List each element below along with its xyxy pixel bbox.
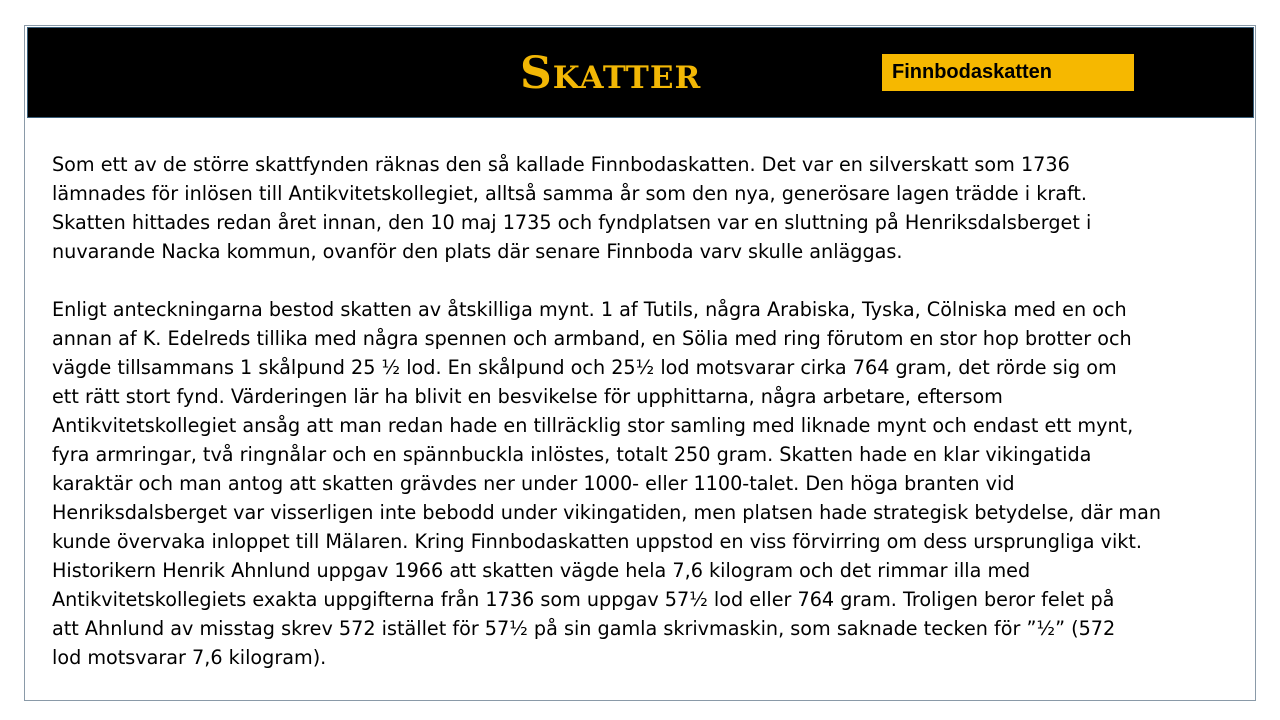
slide-title: Skatter [520, 48, 702, 99]
paragraph-intro: Som ett av de större skattfynden räknas den så kallade Finnbodaskatten. Det var en silverskatt som 1736 lämnades för inlösen till Antikvitetskollegiet, alltså samma år som den nya, generösare lagen trädde i kraft. Skatten hittades redan året innan, den 10 maj 1735 och fyndplatsen var en sluttning på Henriksdalsberget i nuvarande Nacka kommun, ovanför den plats där senare Finnboda varv skulle anläggas. [52, 153, 1092, 263]
body-text [52, 150, 1242, 672]
paragraph-details: Enligt anteckningarna bestod skatten av åtskilliga mynt. 1 af Tutils, några Arabiska, Tyska, Cölniska med en och annan af K. Edelreds tillika med några spennen och armband, en Sölia med ring förutom en stor hop brotter och vägde tillsammans 1 skålpund 25 ½ lod. En skålpund och 25½ lod motsvarar cirka 764 gram, det rörde sig om ett rätt stort fynd. Värderingen lär ha blivit en besvikelse för upphittarna, några arbetare, eftersom Antikvitetskollegiet ansåg att man redan hade en tillräcklig stor samling med liknade mynt och endast ett mynt, fyra armringar, två ringnålar och en spännbuckla inlöstes, totalt 250 gram. Skatten hade en klar vikingatida karaktär och man antog att skatten grävdes ner under 1000- eller 1100-talet. Den höga branten vid Henriksdalsberget var visserligen inte bebodd under vikingatiden, men platsen hade strategisk betydelse, där man kunde övervaka inloppet till Mälaren. Kring Finnbodaskatten uppstod en viss förvirring om dess ursprungliga vikt. Historikern Henrik Ahnlund uppgav 1966 att skatten vägde hela 7,6 kilogram och det rimmar illa med Antikvitetskollegiets exakta uppgifterna från 1736 som uppgav 57½ lod eller 764 gram. Troligen beror felet på att Ahnlund av misstag skrev 572 istället för 57½ på sin gamla skrivmaskin, som saknade tecken för ”½” (572 lod motsvarar 7,6 kilogram). [52, 298, 1162, 669]
topic-tag: Finnbodaskatten [882, 54, 1134, 91]
